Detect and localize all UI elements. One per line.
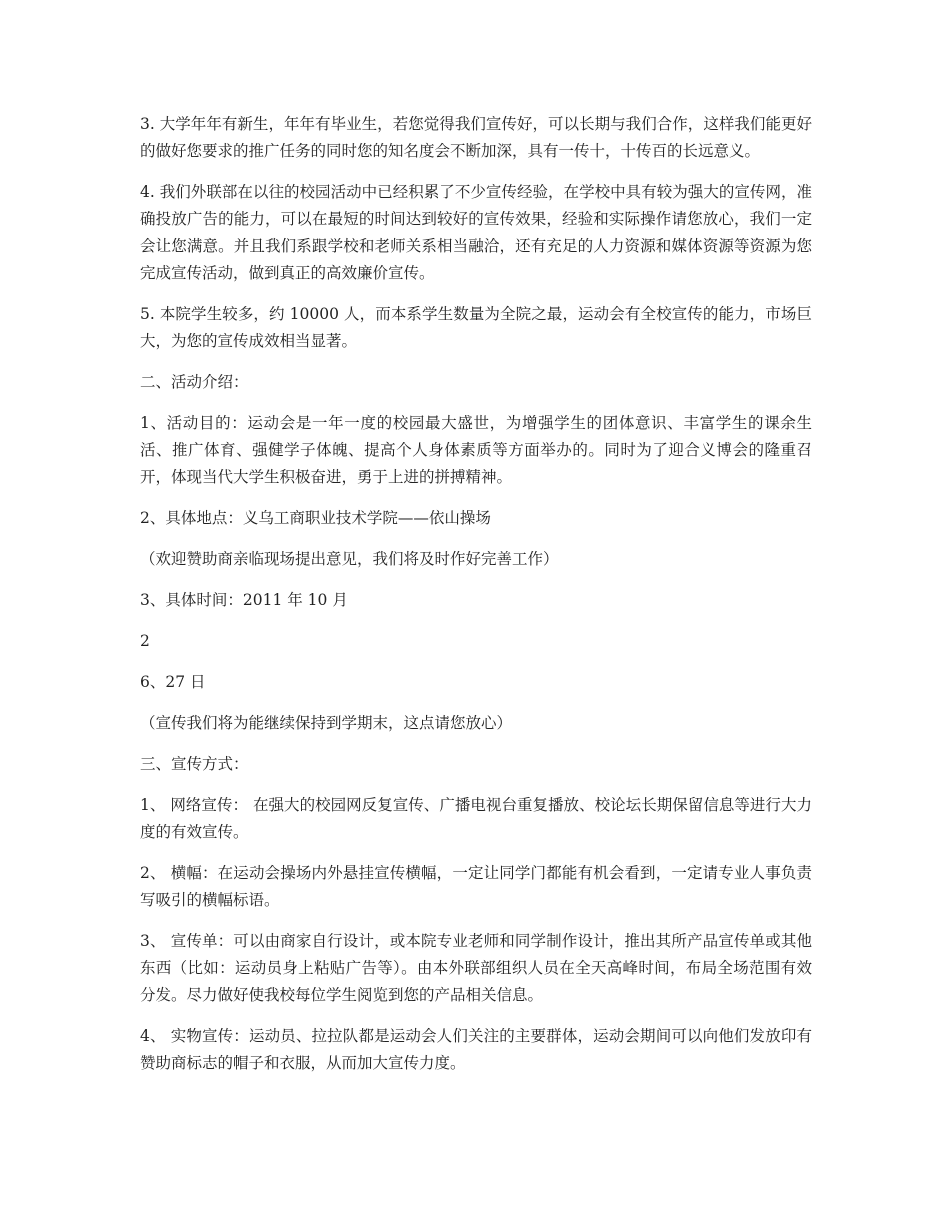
paragraph-location-note: （欢迎赞助商亲临现场提出意见，我们将及时作好完善工作）: [140, 550, 559, 568]
paragraph-point-3: 3. 大学年年有新生，年年有毕业生，若您觉得我们宣传好，可以长期与我们合作，这样我们能更好的做好您要求的推广任务的同时您的知名度会不断加深，具有一传十，十传百的长远意义。: [140, 115, 813, 160]
paragraph-time-note: （宣传我们将为能继续保持到学期末，这点请您放心）: [140, 714, 513, 732]
paragraph-promo-flyer: 3、 宣传单：可以由商家自行设计，或本院专业老师和同学制作设计，推出其所产品宣传单或其他东西（比如：运动员身上粘贴广告等）。由本外联部组织人员在全天高峰时间，布局全场范围有效分发。尽力做好使我校每位学生阅览到您的产品相关信息。: [140, 932, 812, 1004]
section-heading-promotion: 三、宣传方式：: [140, 755, 249, 773]
paragraph-time-fragment: 2: [140, 632, 150, 650]
paragraph-date: 6、27 日: [140, 673, 206, 691]
paragraph-activity-time: 3、具体时间：2011 年 10 月: [140, 591, 348, 609]
document-body: [140, 111, 812, 1091]
section-heading-activity: 二、活动介绍：: [140, 373, 249, 391]
paragraph-activity-location: 2、具体地点：义乌工商职业技术学院——依山操场: [140, 509, 491, 527]
paragraph-point-4: 4. 我们外联部在以往的校园活动中已经积累了不少宣传经验，在学校中具有较为强大的宣传网，准确投放广告的能力，可以在最短的时间达到较好的宣传效果，经验和实际操作请您放心，我们一定会让您满意。并且我们系跟学校和老师关系相当融洽，还有充足的人力资源和媒体资源等资源为您完成宣传活动，做到真正的高效廉价宣传。: [140, 183, 813, 282]
paragraph-point-5: 5. 本院学生较多，约 10000 人，而本系学生数量为全院之最，运动会有全校宣传的能力，市场巨大，为您的宣传成效相当显著。: [140, 305, 812, 350]
paragraph-promo-merch: 4、 实物宣传：运动员、拉拉队都是运动会人们关注的主要群体，运动会期间可以向他们发放印有赞助商标志的帽子和衣服，从而加大宣传力度。: [140, 1027, 812, 1072]
paragraph-promo-network: 1、 网络宣传： 在强大的校园网反复宣传、广播电视台重复播放、校论坛长期保留信息等进行大力度的有效宣传。: [140, 796, 812, 841]
paragraph-activity-purpose: 1、活动目的：运动会是一年一度的校园最大盛世，为增强学生的团体意识、丰富学生的课余生活、推广体育、强健学子体魄、提高个人身体素质等方面举办的。同时为了迎合义博会的隆重召开，体现当代大学生积极奋进，勇于上进的拼搏精神。: [140, 414, 812, 486]
paragraph-promo-banner: 2、 横幅：在运动会操场内外悬挂宣传横幅，一定让同学门都能有机会看到，一定请专业人事负责写吸引的横幅标语。: [140, 864, 812, 909]
